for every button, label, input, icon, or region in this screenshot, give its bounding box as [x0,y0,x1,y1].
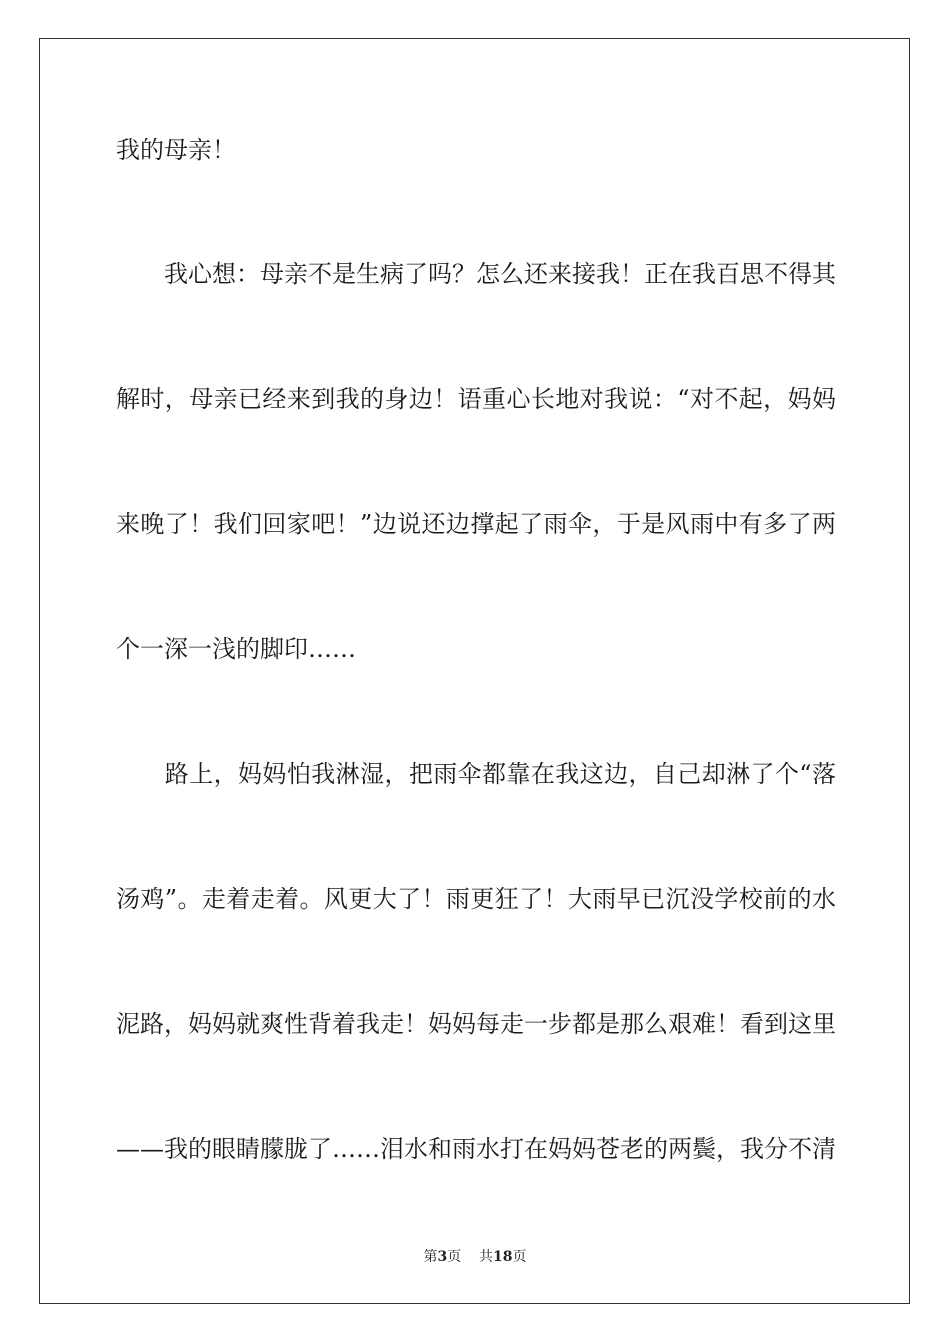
text-line-2: 我心想：母亲不是生病了吗？怎么还来接我！正在我百思不得其 [116,260,836,288]
footer-page-prefix: 第 [423,1249,438,1265]
footer-total-suffix: 页 [512,1249,527,1265]
footer-page-number: 3 [437,1249,448,1265]
text-line-6: 路上，妈妈怕我淋湿，把雨伞都靠在我这边，自己却淋了个“落 [116,760,836,788]
text-line-8: 泥路，妈妈就爽性背着我走！妈妈每走一步都是那么艰难！看到这里 [116,1010,836,1038]
page-border [39,38,910,1304]
footer-total-prefix: 共 [479,1249,494,1265]
text-line-9: ——我的眼睛朦胧了……泪水和雨水打在妈妈苍老的两鬓，我分不清 [116,1135,836,1163]
text-line-7: 汤鸡”。走着走着。风更大了！雨更狂了！大雨早已沉没学校前的水 [116,885,836,913]
footer-page-suffix: 页 [447,1249,462,1265]
page-footer [0,1248,950,1266]
text-line-3: 解时，母亲已经来到我的身边！语重心长地对我说：“对不起，妈妈 [116,385,836,413]
footer-total-pages: 18 [493,1249,513,1265]
text-line-5: 个一深一浅的脚印…… [116,635,356,663]
text-line-1: 我的母亲！ [116,136,236,164]
text-line-4: 来晚了！我们回家吧！”边说还边撑起了雨伞，于是风雨中有多了两 [116,510,836,538]
